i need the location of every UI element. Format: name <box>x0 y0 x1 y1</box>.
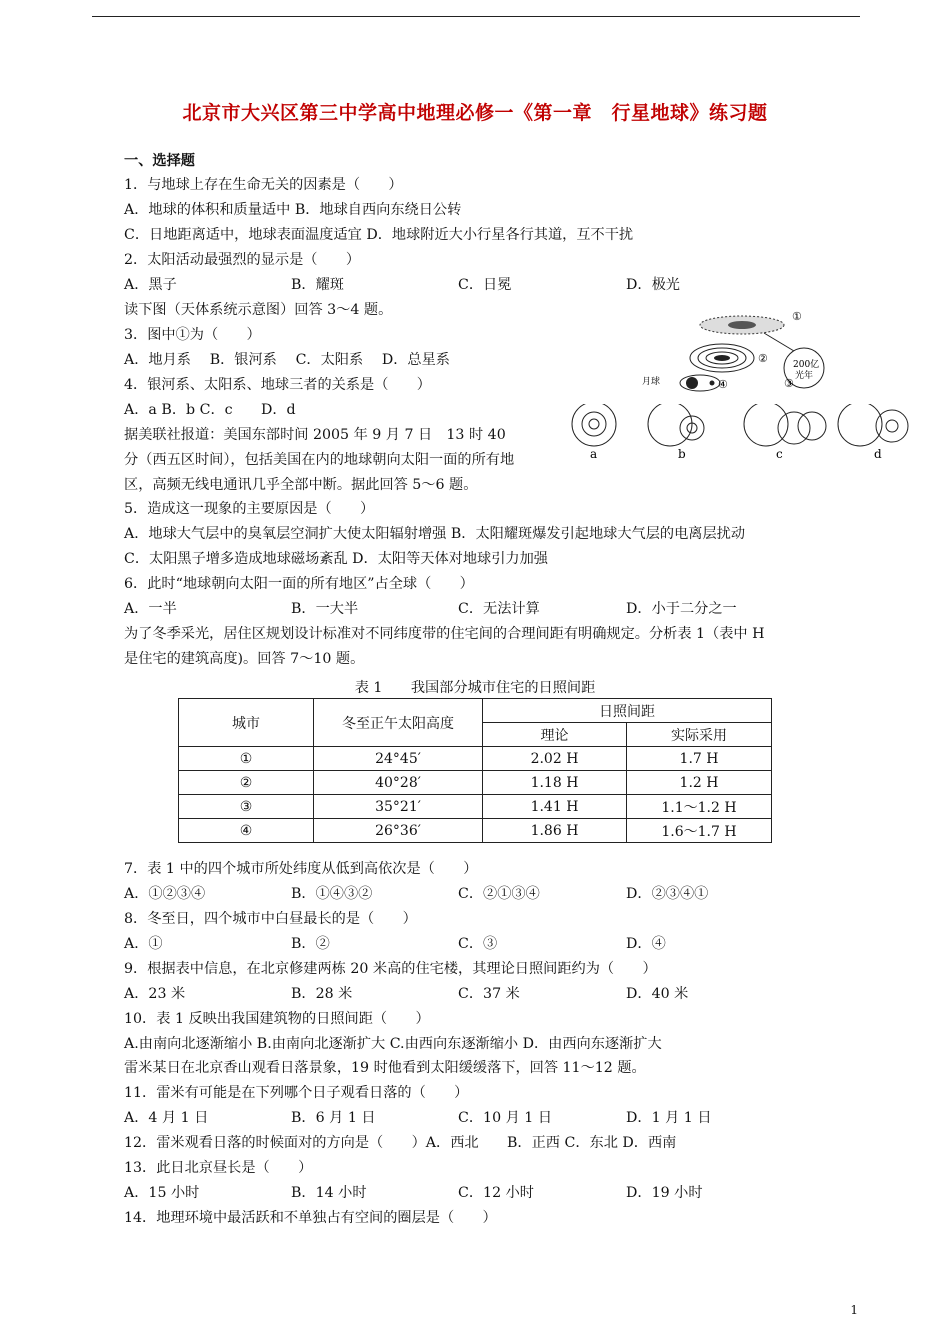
relation-options-diagram <box>566 404 916 464</box>
label-4: ④ <box>718 378 728 391</box>
label-1: ① <box>792 310 802 323</box>
passage-1-line-1: 据美联社报道：美国东部时间 2005 年 9 月 7 日 13 时 40 <box>124 427 506 443</box>
section-heading: 一、选择题 <box>124 153 195 169</box>
question-5-options-ab: A．地球大气层中的臭氧层空洞扩大使太阳辐射增强 B．太阳耀斑爆发引起地球大气层的电离层扰动 <box>124 526 746 542</box>
passage-3: 雷米某日在北京香山观看日落景象，19 时他看到太阳缓缓落下，回答 11～12 题。 <box>124 1060 646 1076</box>
passage-2-line-2: 是住宅的建筑高度)。回答 7～10 题。 <box>124 651 365 667</box>
header-rule <box>92 16 860 17</box>
question-5: 5．造成这一现象的主要原因是（ ） <box>124 501 375 517</box>
option-b-label: b <box>678 447 686 461</box>
moon-label: 月球 <box>642 377 661 387</box>
question-7: 7．表 1 中的四个城市所处纬度从低到高依次是（ ） <box>124 861 478 877</box>
question-6: 6．此时“地球朝向太阳一面的所有地区”占全球（ ） <box>124 576 474 592</box>
question-5-options-cd: C．太阳黑子增多造成地球磁场紊乱 D．太阳等天体对地球引力加强 <box>124 551 548 567</box>
question-8: 8．冬至日，四个城市中白昼最长的是（ ） <box>124 911 417 927</box>
option-d-label: d <box>874 447 882 461</box>
question-1: 1．与地球上存在生命无关的因素是（ ） <box>124 177 403 193</box>
passage-1-line-2: 分（西五区时间），包括美国在内的地球朝向太阳一面的所有地 <box>124 452 515 468</box>
question-4-options: A．a B．b C．c D．d <box>124 402 296 418</box>
option-d-outer <box>838 404 882 446</box>
question-10-options: A.由南向北逐渐缩小 B.由南向北逐渐扩大 C.由西向东逐渐缩小 D．由西向东逐渐扩大 <box>124 1036 662 1052</box>
distance-unit: 光年 <box>795 371 814 381</box>
galaxy-core <box>728 321 756 329</box>
question-14: 14．地理环境中最活跃和不单独占有空间的圈层是（ ） <box>124 1210 497 1226</box>
option-c-label: c <box>776 447 783 461</box>
figure-intro: 读下图（天体系统示意图）回答 3～4 题。 <box>124 302 393 318</box>
table-row: ③ 35°21′ 1.41 H 1.1～1.2 H <box>179 795 772 819</box>
question-11: 11．雷米有可能是在下列哪个日子观看日落的（ ） <box>124 1085 469 1101</box>
option-b-outer <box>648 404 692 446</box>
question-1-options-ab: A．地球的体积和质量适中 B．地球自西向东绕日公转 <box>124 202 462 218</box>
passage-1-line-3: 区，高频无线电通讯几乎全部中断。据此回答 5～6 题。 <box>124 477 478 493</box>
page-number: 1 <box>850 1303 858 1317</box>
question-2: 2．太阳活动最强烈的显示是（ ） <box>124 252 361 268</box>
table-caption: 表 1 我国部分城市住宅的日照间距 <box>354 680 596 696</box>
distance-label: 200亿 <box>793 360 820 370</box>
sunlight-spacing-table <box>178 698 772 843</box>
option-a-label: a <box>590 447 598 461</box>
question-12: 12．雷米观看日落的时候面对的方向是（ ）A．西北 B．正西 C．东北 D．西南 <box>124 1135 677 1151</box>
moon-dot <box>710 381 715 386</box>
option-a-outer <box>572 404 616 446</box>
passage-2-line-1: 为了冬季采光，居住区规划设计标准对不同纬度带的住宅间的合理间距有明确规定。分析表 1（表中 H <box>124 626 765 642</box>
question-3-options: A．地月系 B．银河系 C．太阳系 D．总星系 <box>124 352 450 368</box>
table-row: ② 40°28′ 1.18 H 1.2 H <box>179 771 772 795</box>
earth-dot <box>686 377 698 389</box>
table-row: ① 24°45′ 2.02 H 1.7 H <box>179 747 772 771</box>
celestial-system-diagram <box>630 305 830 405</box>
question-13: 13．此日北京昼长是（ ） <box>124 1160 313 1176</box>
header-sun-altitude: 冬至正午太阳高度 <box>314 699 483 747</box>
header-spacing: 日照间距 <box>483 699 772 723</box>
label-3: ③ <box>784 377 794 390</box>
question-1-options-cd: C．日地距离适中，地球表面温度适宜 D．地球附近大小行星各行其道，互不干扰 <box>124 227 634 243</box>
header-theory: 理论 <box>483 723 627 747</box>
option-c-outer <box>744 404 788 446</box>
label-2: ② <box>758 352 768 365</box>
header-actual: 实际采用 <box>627 723 772 747</box>
question-9: 9．根据表中信息，在北京修建两栋 20 米高的住宅楼，其理论日照间距约为（ ） <box>124 961 657 977</box>
question-10: 10．表 1 反映出我国建筑物的日照间距（ ） <box>124 1011 430 1027</box>
question-3: 3．图中①为（ ） <box>124 327 261 343</box>
table-row: ④ 26°36′ 1.86 H 1.6～1.7 H <box>179 819 772 843</box>
question-4: 4．银河系、太阳系、地球三者的关系是（ ） <box>124 377 431 393</box>
page-title: 北京市大兴区第三中学高中地理必修一《第一章 行星地球》练习题 <box>182 102 768 124</box>
header-city: 城市 <box>179 699 314 747</box>
